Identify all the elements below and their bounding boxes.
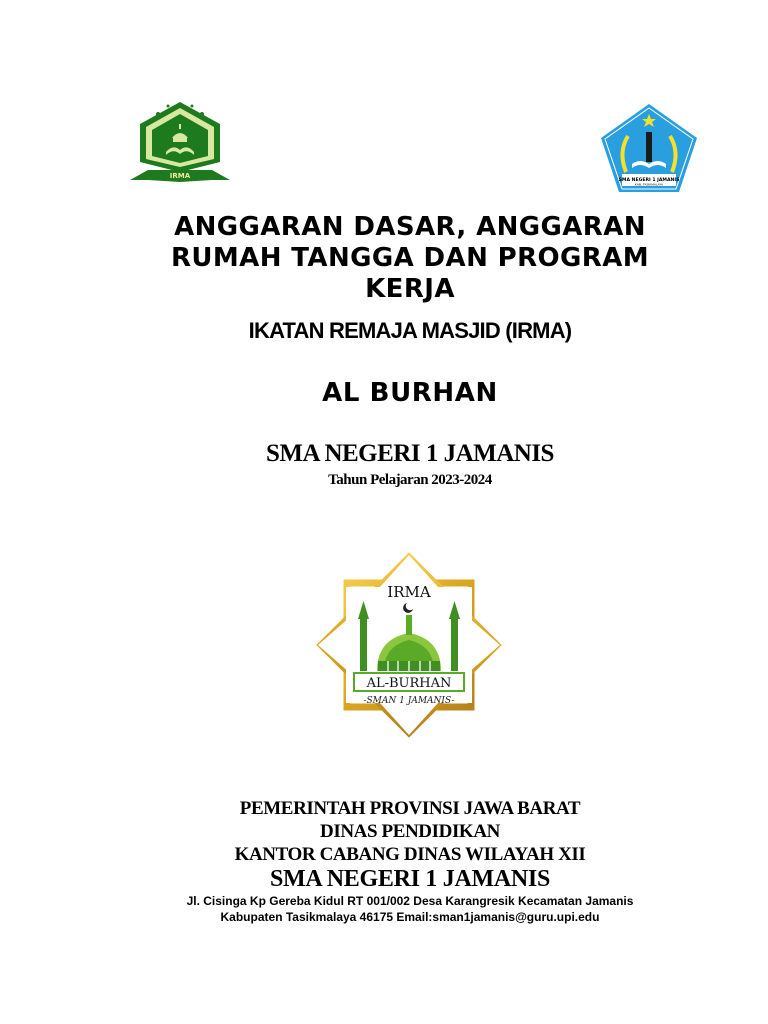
footer-branch-office: KANTOR CABANG DINAS WILAYAH XII <box>234 844 586 865</box>
irma-logo-label: IRMA <box>169 172 191 180</box>
document-subtitle: IKATAN REMAJA MASJID (IRMA) <box>248 318 572 343</box>
academic-year: Tahun Pelajaran 2023-2024 <box>328 472 492 488</box>
school-logo <box>598 102 700 194</box>
footer-school-name: SMA NEGERI 1 JAMANIS <box>269 866 551 892</box>
footer-address-line-2: Kabupaten Tasikmalaya 46175 Email:sman1jamanis@guru.upi.edu <box>220 910 600 924</box>
emblem-sub-text: -SMAN 1 JAMANIS- <box>363 696 455 706</box>
emblem-top-text: IRMA <box>387 583 431 601</box>
footer-government: PEMERINTAH PROVINSI JAWA BARAT <box>239 798 581 819</box>
document-title <box>140 212 680 305</box>
school-logo-sublabel: KAB. TASIKMALAYA <box>634 182 664 187</box>
emblem-banner-text: AL-BURHAN <box>366 676 452 691</box>
title-line-3: KERJA <box>365 274 455 304</box>
school-logo-label: SMA NEGERI 1 JAMANIS <box>618 178 680 183</box>
title-line-1: ANGGARAN DASAR, ANGGARAN <box>174 212 646 242</box>
footer-department: DINAS PENDIDIKAN <box>320 821 500 842</box>
title-line-2: RUMAH TANGGA DAN PROGRAM <box>170 243 650 273</box>
al-burhan-emblem <box>302 543 516 747</box>
school-name: SMA NEGERI 1 JAMANIS <box>266 440 554 467</box>
organization-name: AL BURHAN <box>322 378 498 408</box>
footer-address-line-1: Jl. Cisinga Kp Gereba Kidul RT 001/002 Desa Karangresik Kecamatan Jamanis <box>186 894 634 908</box>
irma-logo <box>128 100 232 184</box>
